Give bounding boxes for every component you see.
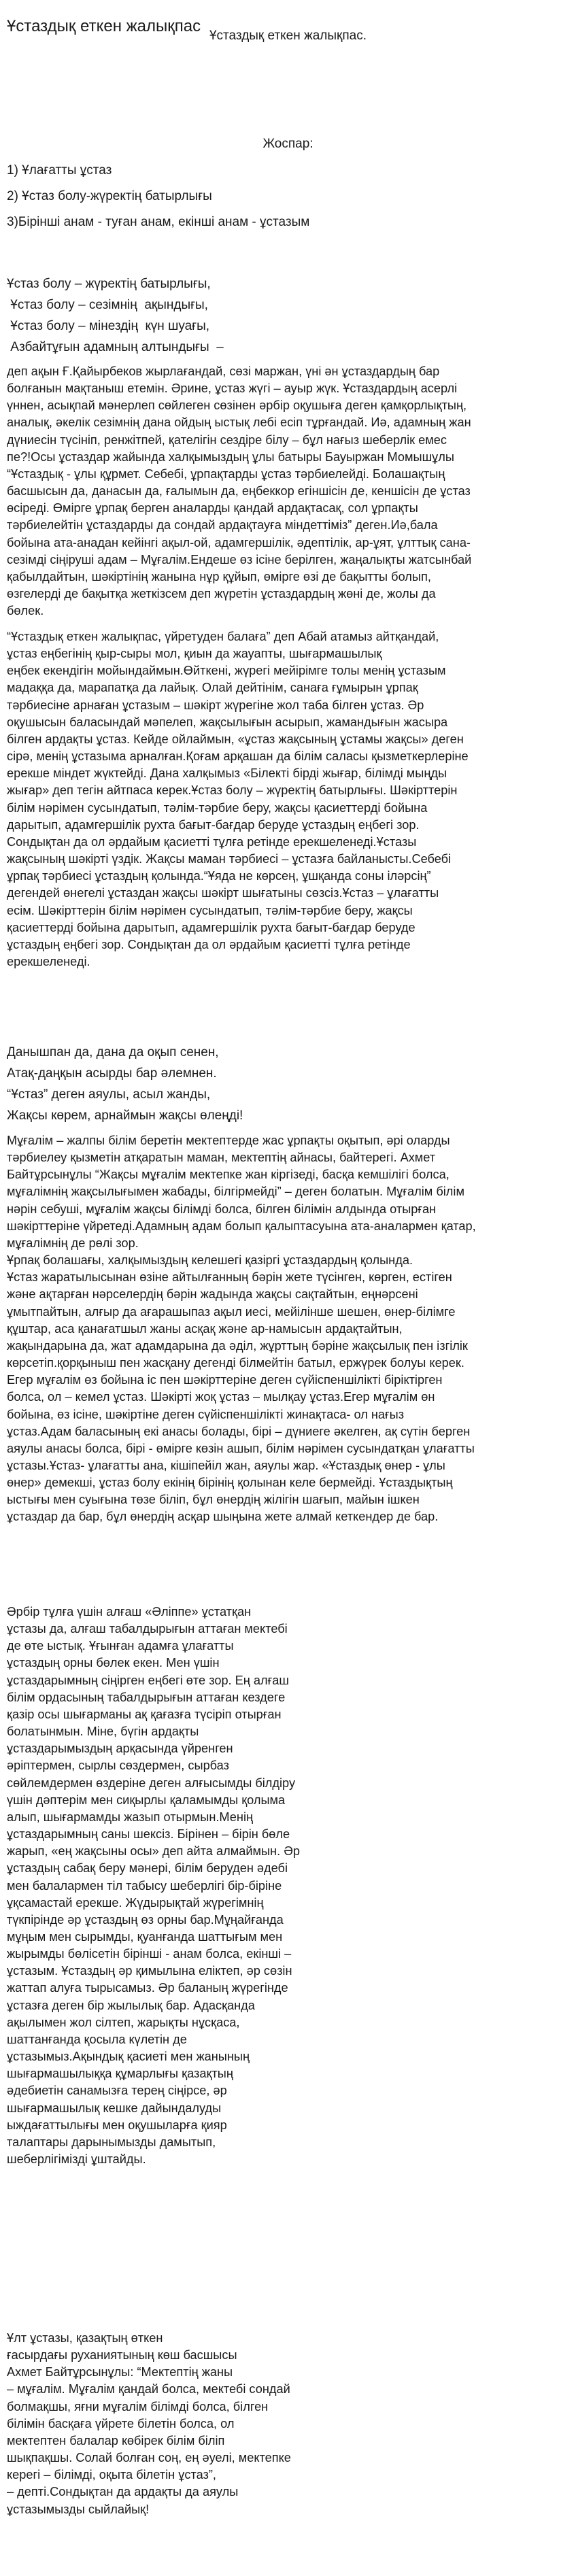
plan-item: 2) Ұстаз болу-жүректің батырлығы xyxy=(7,189,212,203)
page-title: Ұстаздық еткен жалықпас xyxy=(7,17,201,36)
paragraph-conclusion: Ұлт ұстазы, қазақтың өткен ғасырдағы руханиятының көш басшысы Ахмет Байтұрсынұлы: “Мектептің жаны – мұғалім. Мұғалім қандай болса, мектебі сондай болмақшы, яғни мұғалім білімді болса, білген білімін басқаға үйрете білетін болса, ол мектептен балалар көбірек білім біліп шықпақшы. Солай болған соң, ең әуелі, мектепке керегі – білімді, оқыта білетін ұстаз”, – депті.Сондықтан да ардақты да аяулы ұстазымызды сыйлайық! xyxy=(7,2331,291,2516)
plan-item: 1) Ұлағатты ұстаз xyxy=(7,163,112,177)
poem-line: “Ұстаз” деген аяулы, асыл жанды, xyxy=(7,1087,211,1102)
plan-list xyxy=(7,163,309,241)
poem-line: Жақсы көрем, арнаймын жақсы өлеңді! xyxy=(7,1108,243,1123)
epigraph-poem xyxy=(7,276,224,360)
poem-line: Данышпан да, дана да оқып сенен, xyxy=(7,1045,219,1060)
plan-heading: Жоспар: xyxy=(262,137,314,151)
quatrain-poem xyxy=(7,1045,243,1129)
paragraph-teacher-role: Мұғалім – жалпы білім беретін мектептерде жас ұрпақты оқытып, әрі оларды тәрбиелеу қызметін атқаратын маман, мектептің айнасы, байтерегі. Ахмет Байтұрсынұлы “Жақсы мұғалім мектепке жан кіргізеді, басқа кемшілігі болса, мұғалімнің жақсылығымен жабады, білгірмейді” – деген болатын. Мұғалім білім нәрін себуші, мұғалім жақсы білімді болса, білген білімін алдында отырған шәкірттеріне үйретеді.Адамның адам болып қалыптасуына ата-аналармен қатар, мұғалімнің де рөлі зор. Ұрпақ болашағы, халқымыздың келешегі қазіргі ұстаздардың қолында. Ұстаз жаратылысынан өзіне айтылғанның бәрін жете түсінген, көрген, естіген және ақтарған нәрселердің бәрін жадында жақсы сақтайтын, еңнәрсені ұмытпайтын, алғыр да ағарашыпаз ақыл иесі, мейілінше шешен, өнер-білімге құштар, аса қанағатшыл жаны асқақ және ар-намысын ардақтайтын, жақындарына да, жат адамдарына да әділ, жұрттың бәріне жақсылық пен ізгілік көрсетіп.қорқыныш пен жасқану дегенді білмейтін батыл, ержүрек болуы керек. Егер мұғалім өз бойына іс пен шәкірттеріне деген сүйіспеншілікті біріктірген болса, ол – кемел ұстаз. Шәкірті жоқ ұстаз – мылқау ұстаз.Егер мұғалім өн бойына, өз ісіне, шәкіртіне деген сүйіспеншілікті жинақтаса- ол нағыз ұстаз.Адам баласының екі анасы болады, бірі – дүниеге әкелген, ақ сүтін берген аяулы анасы болса, бірі - өмірге көзін ашып, білім нәрімен сусындатқан ұлағатты ұстазы.Ұстаз- ұлағатты ана, кішіпейіл жан, аяулы жар. «Ұстаздық өнер - ұлы өнер» демекші, ұстаз болу екінің бірінің қолынан келе бермейді. Ұстаздықтың ыстығы мен суығына төзе біліп, бұл өнердің жілігін шағып, майын ішкен ұстаздар да бар, бұл өнердің асқар шыңына жете алмай кеткендер де бар. xyxy=(7,1134,476,1524)
plan-item: 3)Бірінші анам - туған анам, екінші анам - ұстазым xyxy=(7,215,310,229)
paragraph-my-teachers: Әрбір тұлға үшін алғаш «Әліппе» ұстатқан ұстазы да, алғаш табалдырығын аттаған мектебі де өте ыстық. Ұғынған адамға ұлағатты ұстаздың орны бөлек екен. Мен үшін ұстаздарымның сіңірген еңбегі өте зор. Ең алғаш білім ордасының табалдырығын аттаған кездеге қазір осы шығарманы ақ қағазға түсіріп отырған болатынмын. Міне, бүгін ардақты ұстаздарымыздың арқасында үйренген әріптермен, сырлы сөздермен, сырбаз сөйлемдермен өздеріне деген алғысымды білдіру үшін дәптерім мен сиқырлы қаламымды қолыма алып, шығармамды жазып отырмын.Менің ұстаздарымның саны шексіз. Бірінен – бірін бөле жарып, «ең жақсыны осы» деп айта алмаймын. Әр ұстаздың сабақ беру мәнері, білім беруден әдебі мен балалармен тіл табысу шеберлігі бір-біріне ұқсамастай ерекше. Жүдырықтай жүрегімнің түкпірінде әр ұстаздың өз орны бар.Мұңайғанда мұңым мен сырымды, қуанғанда шаттығым мен жырымды бөлісетін бірінші - анам болса, екінші – ұстазым. Ұстаздың әр қимылына еліктеп, әр сөзін жаттап алуға тырысамыз. Әр баланың жүрегінде ұстазға деген бір жылылық бар. Адасқанда ақылымен жол сілтеп, жарықты нұсқаса, шаттанғанда қосыла күлетін де ұстазымыз.Ақындық қасиеті мен жанының шығармашылыққа құмарлығы қазақтың әдебиетін санамызға терең сіңірсе, әр шығармашылық кешке дайындалуды ыждағаттылығы мен оқушыларға қияр талаптары дарынымызды дамытып, шеберлігімізді ұштайды. xyxy=(7,1605,301,2166)
poem-line: Ұстаз болу – жүректің батырлығы, xyxy=(7,277,211,291)
poem-line: Ұстаз болу – мінездің күн шуағы, xyxy=(7,319,210,333)
poem-line: Ұстаз болу – сезімнің ақындығы, xyxy=(7,298,208,312)
document-subtitle: Ұстаздық еткен жалықпас. xyxy=(209,29,367,43)
poem-line: Атақ-даңқын асырды бар әлемнен. xyxy=(7,1066,217,1081)
paragraph-abai: “Ұстаздық еткен жалықпас, үйретуден балаға” деп Абай атамыз айтқандай, ұстаз еңбегінің қыр-сыры мол, қиын да жауапты, шығармашылық еңбек екендігін мойындаймын.Өйткені, жүрегі мейірімге толы менің ұстазым мадаққа да, марапатқа да лайық. Олай дейтінім, санаға ғұмырын ұрпақ тәрбиесіне арнаған ұстазым – шәкірт жүрегіне жол таба білген ұстаз. Әр оқушысын баласындай мәпелеп, жақсылығын асырып, жамандығын жасыра білген ардақты ұстаз. Кейде ойлаймын, «ұстаз жақсының ұстамы жақсы» деген сірә, менің ұстазыма арналған.Қоғам арқашан да білім саласы қызметкерлеріне ерекше міндет жүктейді. Дана халқымыз «Білекті бірді жығар, білімді мыңды жығар» деп тегін айтпаса керек.Ұстаз болу – жүректің батырлығы. Шәкірттерін білім нәрімен сусындатып, тәлім-тәрбие беру, жақсы қасиеттерді бойына дарытып, адамгершілік рухта бағыт-бағдар беруде ұстаздың еңбегі зор. Сондықтан да ол әрдайым қасиетті тұлға ретінде ерекшеленеді.Ұстазы жақсының шәкірті үздік. Жақсы маман тәрбиесі – ұстазға байланысты.Себебі ұрпақ тәрбиесі ұстаздың қолында.“Ұяда не көрсең, ұшқанда соны іләрсің” дегендей өнегелі ұстаздан жақсы шәкірт шығатыны сөзсіз.Ұстаз – ұлағатты есім. Шәкірттерін білім нәрімен сусындатып, тәлім-тәрбие беру, жақсы қасиеттерді бойына дарытып, адамгершілік рухта бағыт-бағдар беруде ұстаздың еңбегі зор. Сондықтан да ол әрдайым қасиетті тұлға ретінде ерекшеленеді. xyxy=(7,630,469,968)
poem-line: Азбайтұғын адамның алтындығы – xyxy=(7,340,224,354)
paragraph-intro: деп ақын Ғ.Қайырбеков жырлағандай, сөзі маржан, үні ән ұстаздардың бар болғанын мақтаныш етемін. Әрине, ұстаз жүгі – ауыр жүк. Ұстаздардың асерлі үннен, асықпай мәнерлеп сөйлеген сөзінен әрбір оқушыға деген қамқорлықтың, аналық, әкелік сезімнің дана ойдың ыстық лебі есіп тұрғандай. Иә, адамның жан дүниесін түсініп, ренжітпей, қателігін сездіре білу – бұл нағыз шеберлік емес пе?!Осы ұстаздар жайында халқымыздың ұлы батыры Бауыржан Момышұлы “Ұстаздық - ұлы құрмет. Себебі, ұрпақтарды ұстаз тәрбиелейді. Болашақтың басшысын да, данасын да, ғалымын да, еңбеккор егіншісін де, кеншісін де ұстаз өсіреді. Өмірге ұрпақ берген аналарды қандай ардақтасақ, сол ұрпақты тәрбиелейтін ұстаздарды да сондай ардақтауға міндеттіміз” деген.Иә,бала бойына ата-анадан кейінгі ақыл-ой, адамгершілік, әдептілік, ар-ұят, ұлттық сана- сезімді сіңіруші адам – Мұғалім.Ендеше өз ісіне берілген, жаңалықты жатсынбай қабылдайтын, шәкіртінің жанына нұр құйып, өмірге өзі де бақытты болып, өзгелерді де бақытқа жеткізсем деп жүретін ұстаздардың жөні де, жолы да бөлек. xyxy=(7,365,472,618)
